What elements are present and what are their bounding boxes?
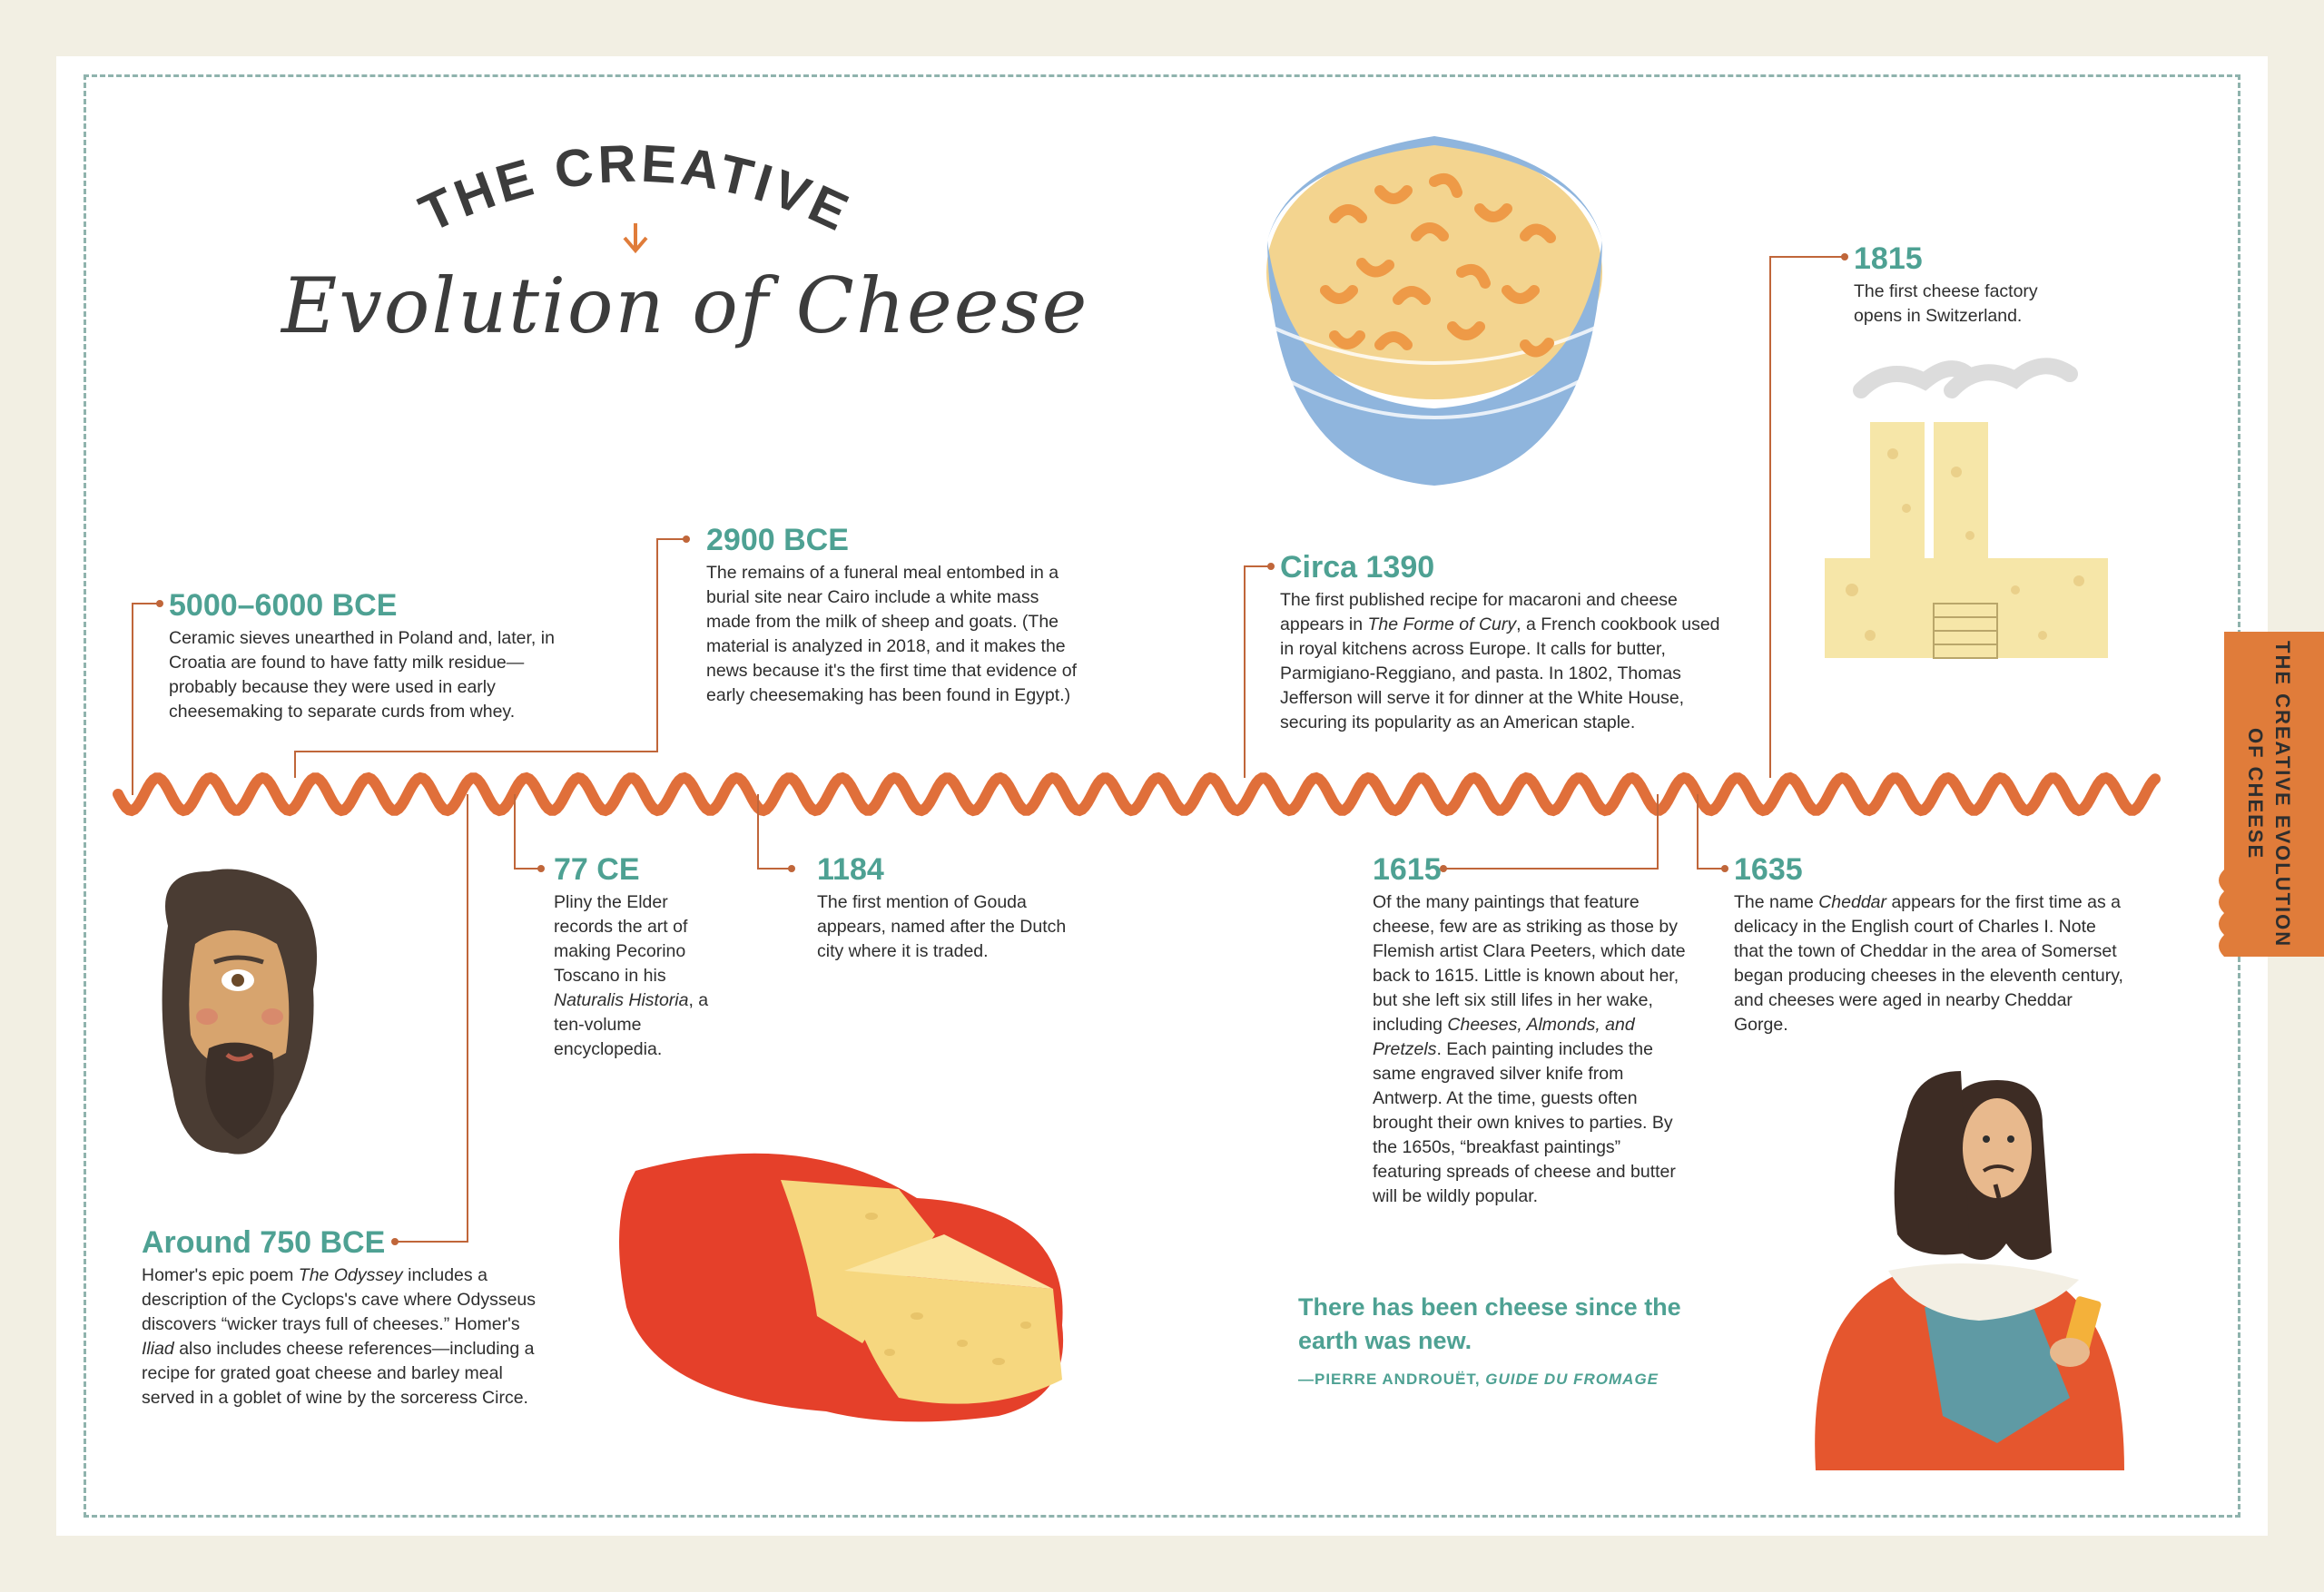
event-date: 1815 [1854,241,1923,276]
gouda-wheel-illustration [619,1154,1063,1422]
event-2900bce [706,525,1078,708]
event-date: 2900 BCE [706,523,849,557]
event-1635 [1734,854,2124,1037]
event-date: 77 CE [554,852,640,887]
event-text: Homer's epic poem The Odyssey includes a description of the Cyclops's cave where Odysseus discovers “wicker trays full of cheeses.” Homer's Iliad also includes cheese references—including a recipe for grated goat cheese and barley meal served in a goblet of wine by the sorceress Circe. [142,1265,537,1408]
event-1390 [1280,552,1734,735]
cheese-factory-illustration [1825,366,2108,658]
event-750bce [142,1227,541,1410]
cyclops-illustration [162,870,318,1155]
event-1615 [1373,854,1690,1209]
event-text: The remains of a funeral meal entombed in a burial site near Cairo include a white mass made from the milk of sheep and goats. (The material is analyzed in 2018, and it makes the news because it's the first time that evidence of early cheesemaking has been found in Egypt.) [706,563,1078,705]
event-text: The name Cheddar appears for the first time as a delicacy in the English court of Charles I. Note that the town of Cheddar in the area of Somerset began producing cheeses in the eleventh century, and cheeses were aged in nearby Cheddar Gorge. [1734,892,2123,1035]
event-text: The first mention of Gouda appears, named after the Dutch city where it is traded. [817,892,1067,961]
event-text: Pliny the Elder records the art of making Pecorino Toscano in his Naturalis Historia, a ten-volume encyclopedia. [554,892,709,1059]
side-tab-label: THE CREATIVE EVOLUTION OF CHEESE [2244,640,2294,948]
event-date: Circa 1390 [1280,550,1435,585]
event-77ce [554,854,717,1062]
mac-and-cheese-bowl-illustration [1266,136,1602,486]
event-text: Of the many paintings that feature cheese, few are as striking as those by Flemish artist Clara Peeters, which date back to 1615. Little is known about her, but she left six still lifes in her wake, including Cheeses, Almonds, and Pretzels. Each painting includes the same engraved silver knife from Antwerp. At the time, guests often brought their own knives to parties. By the 1650s, “breakfast paintings” featuring spreads of cheese and butter will be wildly popular. [1373,892,1686,1206]
quote-attribution: —PIERRE ANDROUËT, GUIDE DU FROMAGE [1298,1371,1659,1388]
quote-text: There has been cheese since the earth was new. [1298,1293,1681,1354]
event-1184 [817,854,1089,964]
event-text: The first cheese factory opens in Switzerland. [1854,281,2038,326]
quote-block [1298,1291,1698,1389]
event-5000bce [169,590,586,724]
event-date: 1615 [1373,852,1442,887]
side-tab [2213,632,2324,957]
charles-i-portrait-illustration [1815,1071,2124,1470]
event-date: 1184 [817,852,884,887]
event-date: Around 750 BCE [142,1225,386,1260]
event-date: 5000–6000 BCE [169,588,398,623]
title-line1: THE CREATIVE [410,136,861,244]
title-line2: Evolution of Cheese [281,261,1089,350]
event-text: The first published recipe for macaroni and cheese appears in The Forme of Cury, a French cookbook used in royal kitchens across Europe. It calls for butter, Parmigiano-Reggiano, and pasta. In 1802, Thomas Jefferson will serve it for dinner at the White House, securing its popularity as an American staple. [1280,590,1720,732]
timeline-wave [118,778,2155,811]
event-date: 1635 [1734,852,1803,887]
event-1815 [1854,243,2072,329]
event-text: Ceramic sieves unearthed in Poland and, later, in Croatia are found to have fatty milk residue—probably because they were used in early cheesemaking to separate curds from whey. [169,628,555,722]
